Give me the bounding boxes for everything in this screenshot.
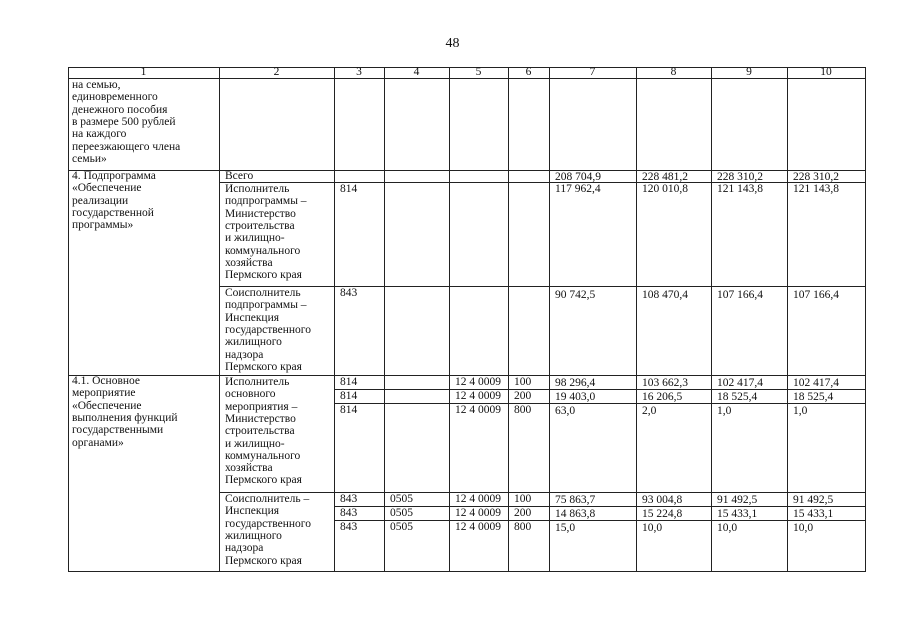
column-border [384, 67, 385, 572]
activity-coexecutor-text: жилищного [225, 529, 282, 542]
section-code: 0505 [390, 507, 413, 519]
coexecutor-value: 108 470,4 [642, 289, 688, 301]
column-header: 2 [273, 66, 280, 78]
vr-code: 200 [514, 390, 532, 402]
column-border [334, 67, 335, 572]
block-continuation-text: в размере 500 рублей [72, 115, 176, 128]
executor-row-value: 102 417,4 [793, 377, 839, 389]
activity-title: выполнения функций [72, 411, 178, 424]
csr-code: 12 4 0009 [455, 376, 501, 388]
total-value: 208 704,9 [555, 171, 601, 183]
executor-value: 117 962,4 [555, 183, 601, 195]
executor-row-value: 2,0 [642, 405, 657, 417]
activity-executor-text: коммунального [225, 449, 301, 462]
executor-value: 121 143,8 [717, 183, 763, 195]
row-border [219, 182, 866, 183]
total-value: 228 310,2 [717, 171, 763, 183]
coexecutor-row-value: 10,0 [793, 522, 814, 534]
block-continuation-text: семьи» [72, 152, 107, 165]
row-border [334, 403, 866, 404]
executor-text: Пермского края [225, 269, 302, 282]
coexecutor-row-value: 15 433,1 [793, 508, 834, 520]
column-border [219, 67, 220, 572]
executor-row-value: 16 206,5 [642, 391, 683, 403]
coexecutor-text: государственного [225, 323, 311, 336]
coexecutor-text: Пермского края [225, 360, 302, 373]
executor-text: хозяйства [225, 256, 273, 269]
activity-executor-text: и жилищно- [225, 437, 285, 450]
executor-value: 121 143,8 [793, 183, 839, 195]
activity-executor-text: основного [225, 388, 276, 401]
budget-table [68, 67, 865, 571]
activity-executor-text: хозяйства [225, 462, 273, 475]
vr-code: 100 [514, 376, 532, 388]
column-header: 10 [820, 66, 832, 78]
column-header: 3 [356, 66, 362, 78]
coexecutor-row-value: 93 004,8 [642, 494, 683, 506]
vr-code: 800 [514, 521, 532, 533]
subprogram-title: 4. Подпрограмма [72, 170, 156, 182]
grbs-code: 843 [340, 521, 358, 533]
row-border [334, 506, 866, 507]
row-border [219, 286, 866, 287]
executor-text: Исполнитель [225, 183, 290, 195]
activity-executor-text: Исполнитель [225, 376, 290, 388]
vr-code: 800 [514, 404, 532, 416]
column-header: 1 [140, 66, 147, 78]
activity-title: государственными [72, 424, 164, 437]
executor-row-value: 18 525,4 [717, 391, 758, 403]
coexecutor-value: 107 166,4 [793, 289, 839, 301]
column-border [68, 67, 69, 572]
executor-text: подпрограммы – [225, 195, 307, 208]
column-border [636, 67, 637, 572]
executor-text: строительства [225, 219, 295, 232]
activity-coexecutor-text: государственного [225, 517, 311, 530]
column-header: 5 [475, 66, 482, 78]
total-value: 228 310,2 [793, 171, 839, 183]
section-code: 0505 [390, 493, 413, 505]
executor-value: 120 010,8 [642, 183, 688, 195]
column-border [787, 67, 788, 572]
csr-code: 12 4 0009 [455, 390, 501, 402]
executor-row-value: 98 296,4 [555, 377, 596, 389]
csr-code: 12 4 0009 [455, 507, 501, 519]
subprogram-title: программы» [72, 219, 134, 232]
activity-coexecutor-text: Соисполнитель – [225, 493, 310, 505]
activity-title: 4.1. Основное [72, 375, 141, 387]
coexecutor-row-value: 91 492,5 [793, 494, 834, 506]
column-border [711, 67, 712, 572]
grbs-code: 843 [340, 493, 358, 505]
executor-text: и жилищно- [225, 232, 285, 245]
subprogram-title: реализации [72, 194, 129, 207]
row-border [334, 389, 866, 390]
total-value: 228 481,2 [642, 171, 688, 183]
grbs-code: 814 [340, 183, 358, 195]
executor-text: Министерство [225, 207, 296, 220]
executor-row-value: 18 525,4 [793, 391, 834, 403]
executor-text: коммунального [225, 244, 301, 257]
activity-title: мероприятие [72, 387, 136, 400]
row-border [334, 520, 866, 521]
block-continuation-text: денежного пособия [72, 103, 168, 116]
coexecutor-row-value: 10,0 [717, 522, 738, 534]
csr-code: 12 4 0009 [455, 493, 501, 505]
csr-code: 12 4 0009 [455, 404, 501, 416]
grbs-code: 814 [340, 390, 358, 402]
coexecutor-text: подпрограммы – [225, 299, 307, 312]
activity-executor-text: Министерство [225, 412, 296, 425]
row-border [68, 571, 866, 572]
total-label: Всего [225, 170, 254, 182]
activity-executor-text: мероприятия – [225, 400, 298, 413]
column-header: 4 [413, 66, 420, 78]
executor-row-value: 1,0 [793, 405, 808, 417]
executor-row-value: 103 662,3 [642, 377, 688, 389]
coexecutor-value: 90 742,5 [555, 289, 596, 301]
grbs-code: 843 [340, 507, 358, 519]
column-header: 8 [670, 66, 677, 78]
column-header: 9 [746, 66, 752, 78]
activity-executor-text: Пермского края [225, 474, 302, 487]
row-border [219, 492, 866, 493]
column-border [549, 67, 550, 572]
grbs-code: 814 [340, 376, 358, 388]
coexecutor-row-value: 91 492,5 [717, 494, 758, 506]
coexecutor-text: Соисполнитель [225, 287, 301, 299]
column-border [508, 67, 509, 572]
vr-code: 100 [514, 493, 532, 505]
subprogram-title: государственной [72, 206, 154, 219]
column-header: 6 [525, 66, 532, 78]
executor-row-value: 1,0 [717, 405, 732, 417]
section-code: 0505 [390, 521, 413, 533]
activity-coexecutor-text: Инспекция [225, 505, 280, 518]
block-continuation-text: на семью, [72, 79, 121, 91]
coexecutor-row-value: 75 863,7 [555, 494, 596, 506]
page-number: 48 [445, 36, 460, 51]
activity-coexecutor-text: Пермского края [225, 554, 302, 567]
coexecutor-row-value: 15 224,8 [642, 508, 683, 520]
block-continuation-text: на каждого [72, 128, 127, 141]
subprogram-title: «Обеспечение [72, 182, 142, 195]
column-border [449, 67, 450, 572]
column-header: 7 [589, 66, 596, 78]
coexecutor-row-value: 15 433,1 [717, 508, 758, 520]
coexecutor-row-value: 10,0 [642, 522, 663, 534]
grbs-code: 843 [340, 287, 358, 299]
block-continuation-text: переезжающего члена [72, 140, 181, 153]
executor-row-value: 63,0 [555, 405, 576, 417]
block-continuation-text: единовременного [72, 91, 158, 104]
coexecutor-text: жилищного [225, 336, 282, 349]
coexecutor-value: 107 166,4 [717, 289, 763, 301]
activity-title: «Обеспечение [72, 399, 142, 412]
vr-code: 200 [514, 507, 532, 519]
executor-row-value: 19 403,0 [555, 391, 596, 403]
coexecutor-text: надзора [225, 348, 264, 361]
activity-title: органами» [72, 436, 124, 449]
coexecutor-text: Инспекция [225, 311, 280, 324]
activity-executor-text: строительства [225, 425, 295, 438]
executor-row-value: 102 417,4 [717, 377, 763, 389]
grbs-code: 814 [340, 404, 358, 416]
column-border [865, 67, 866, 572]
csr-code: 12 4 0009 [455, 521, 501, 533]
coexecutor-row-value: 14 863,8 [555, 508, 596, 520]
coexecutor-row-value: 15,0 [555, 522, 576, 534]
activity-coexecutor-text: надзора [225, 542, 264, 555]
